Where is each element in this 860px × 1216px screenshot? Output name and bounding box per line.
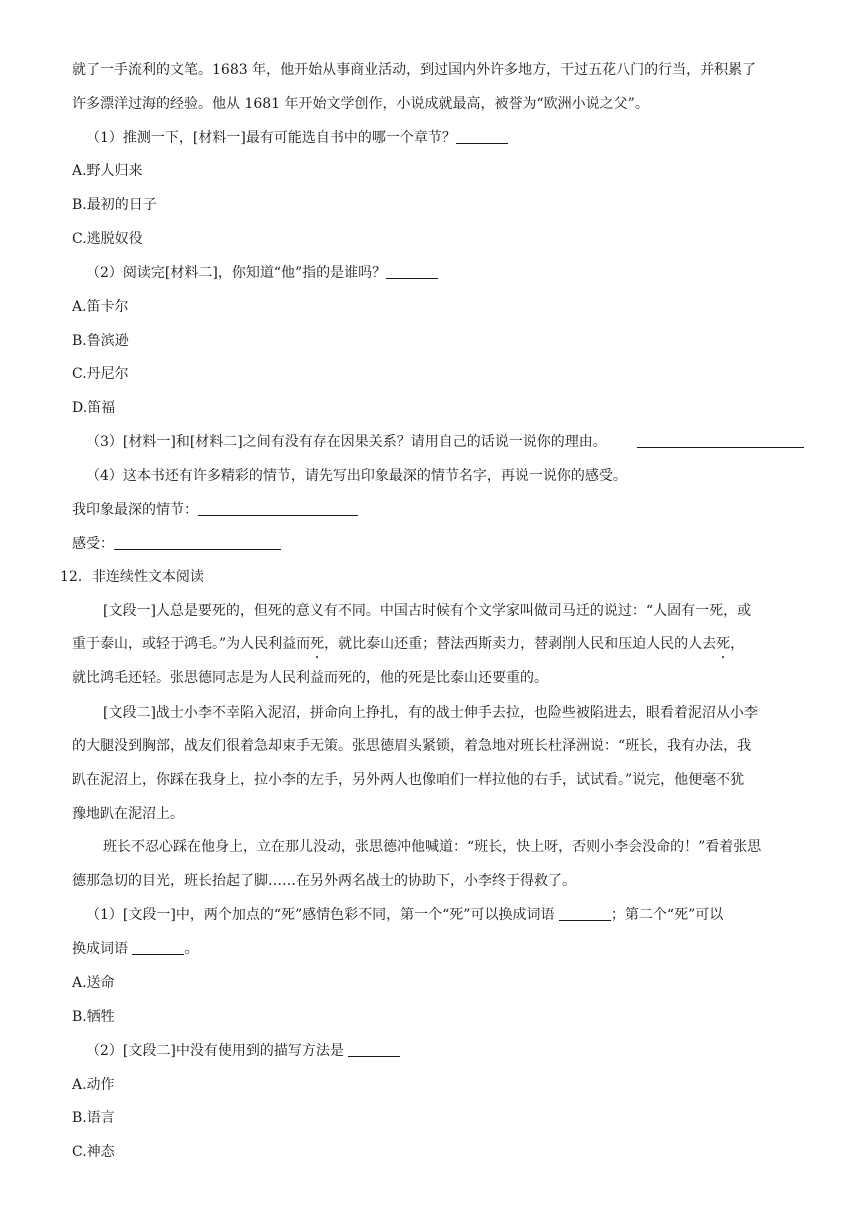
answer-blank[interactable] <box>348 1042 400 1057</box>
plot-answer-line: 我印象最深的情节： <box>72 500 358 520</box>
passage-3-line-2: 德那急切的目光，班长抬起了脚……在另外两名战士的协助下，小李终于得救了。 <box>72 873 576 889</box>
answer-blank[interactable] <box>637 433 804 448</box>
dotted-character: 死 <box>310 636 325 652</box>
dotted-character: 死 <box>716 636 731 652</box>
passage-2-line-2: 的大腿没到胸部，战友们很着急却束手无策。张思德眉头紧锁，着急地对班长杜泽洲说：“班长，我有办法，我 <box>72 738 752 754</box>
q12-sub1-option-b: B.牺牲 <box>72 1009 115 1025</box>
q11-sub2-option-c: C.丹尼尔 <box>72 366 129 382</box>
q12-sub2-option-c: C.神态 <box>72 1144 115 1160</box>
answer-blank[interactable] <box>198 501 358 516</box>
feeling-answer-line: 感受： <box>72 534 281 554</box>
q11-sub2-option-b: B.鲁滨逊 <box>72 333 129 349</box>
q12-sub1-option-a: A.送命 <box>72 975 115 991</box>
q12-sub2-option-b: B.语言 <box>72 1110 115 1126</box>
q12-sub1-prompt-line-1: （1）[文段一]中，两个加点的“死”感情色彩不同，第一个“死”可以换成词语 ；第二个“死”可以 <box>86 907 724 923</box>
q11-sub1-option-b: B.最初的日子 <box>72 197 157 213</box>
material-two-line-2: 许多漂洋过海的经验。他从 1681 年开始文学创作，小说成就最高，被誉为“欧洲小说之父”。 <box>72 96 649 112</box>
passage-3-line-1: 班长不忍心踩在他身上，立在那儿没动，张思德冲他喊道：“班长，快上呀，否则小李会没命的！”看着张思 <box>103 839 762 855</box>
q11-sub3-prompt: （3）[材料一]和[材料二]之间有没有存在因果关系？请用自己的话说一说你的理由。 <box>86 434 607 450</box>
q11-sub2-option-d: D.笛福 <box>72 400 116 416</box>
passage-2-line-3: 趴在泥沼上，你踩在我身上，拉小李的左手，另外两人也像咱们一样拉他的右手，试试看。”说完，他便毫不犹 <box>72 772 745 788</box>
q11-sub1-prompt: （1）推测一下，[材料一]最有可能选自书中的哪一个章节？ <box>86 128 508 148</box>
q12-sub2-option-a: A.动作 <box>72 1077 115 1093</box>
answer-blank[interactable] <box>132 940 184 955</box>
question-12-heading: 12．非连续性文本阅读 <box>60 569 204 585</box>
q12-sub1-prompt-line-2: 换成词语 。 <box>72 941 199 957</box>
material-two-line-1: 就了一手流利的文笔。1683 年，他开始从事商业活动，到过国内外许多地方，干过五花八门的行当，并积累了 <box>72 62 757 78</box>
q11-sub1-option-a: A.野人归来 <box>72 163 143 179</box>
passage-2-line-1: [文段二]战士小李不幸陷入泥沼，拼命向上挣扎，有的战士伸手去拉，也险些被陷进去，眼看着泥沼从小李 <box>103 705 758 721</box>
answer-blank[interactable] <box>559 906 611 921</box>
passage-1-line-3: 就比鸿毛还轻。张思德同志是为人民利益而死的，他的死是比泰山还要重的。 <box>72 670 548 686</box>
answer-blank[interactable] <box>456 129 508 144</box>
q11-sub2-option-a: A.笛卡尔 <box>72 299 129 315</box>
passage-2-line-4: 豫地趴在泥沼上。 <box>72 806 184 822</box>
passage-1-line-1: [文段一]人总是要死的，但死的意义有不同。中国古时候有个文学家叫做司马迁的说过：“人固有一死，或 <box>103 603 752 619</box>
q11-sub1-option-c: C.逃脱奴役 <box>72 231 143 247</box>
passage-1-line-2: 重于泰山，或轻于鸿毛。”为人民利益而死，就比泰山还重；替法西斯卖力，替剥削人民和压迫人民的人去死， <box>72 636 745 652</box>
q11-sub2-prompt: （2）阅读完[材料二]，你知道“他”指的是谁吗？ <box>86 263 438 283</box>
answer-blank[interactable] <box>386 264 438 279</box>
q12-sub2-prompt: （2）[文段二]中没有使用到的描写方法是 <box>86 1041 400 1061</box>
q11-sub4-prompt: （4）这本书还有许多精彩的情节，请先写出印象最深的情节名字，再说一说你的感受。 <box>86 468 627 484</box>
answer-blank[interactable] <box>114 535 281 550</box>
